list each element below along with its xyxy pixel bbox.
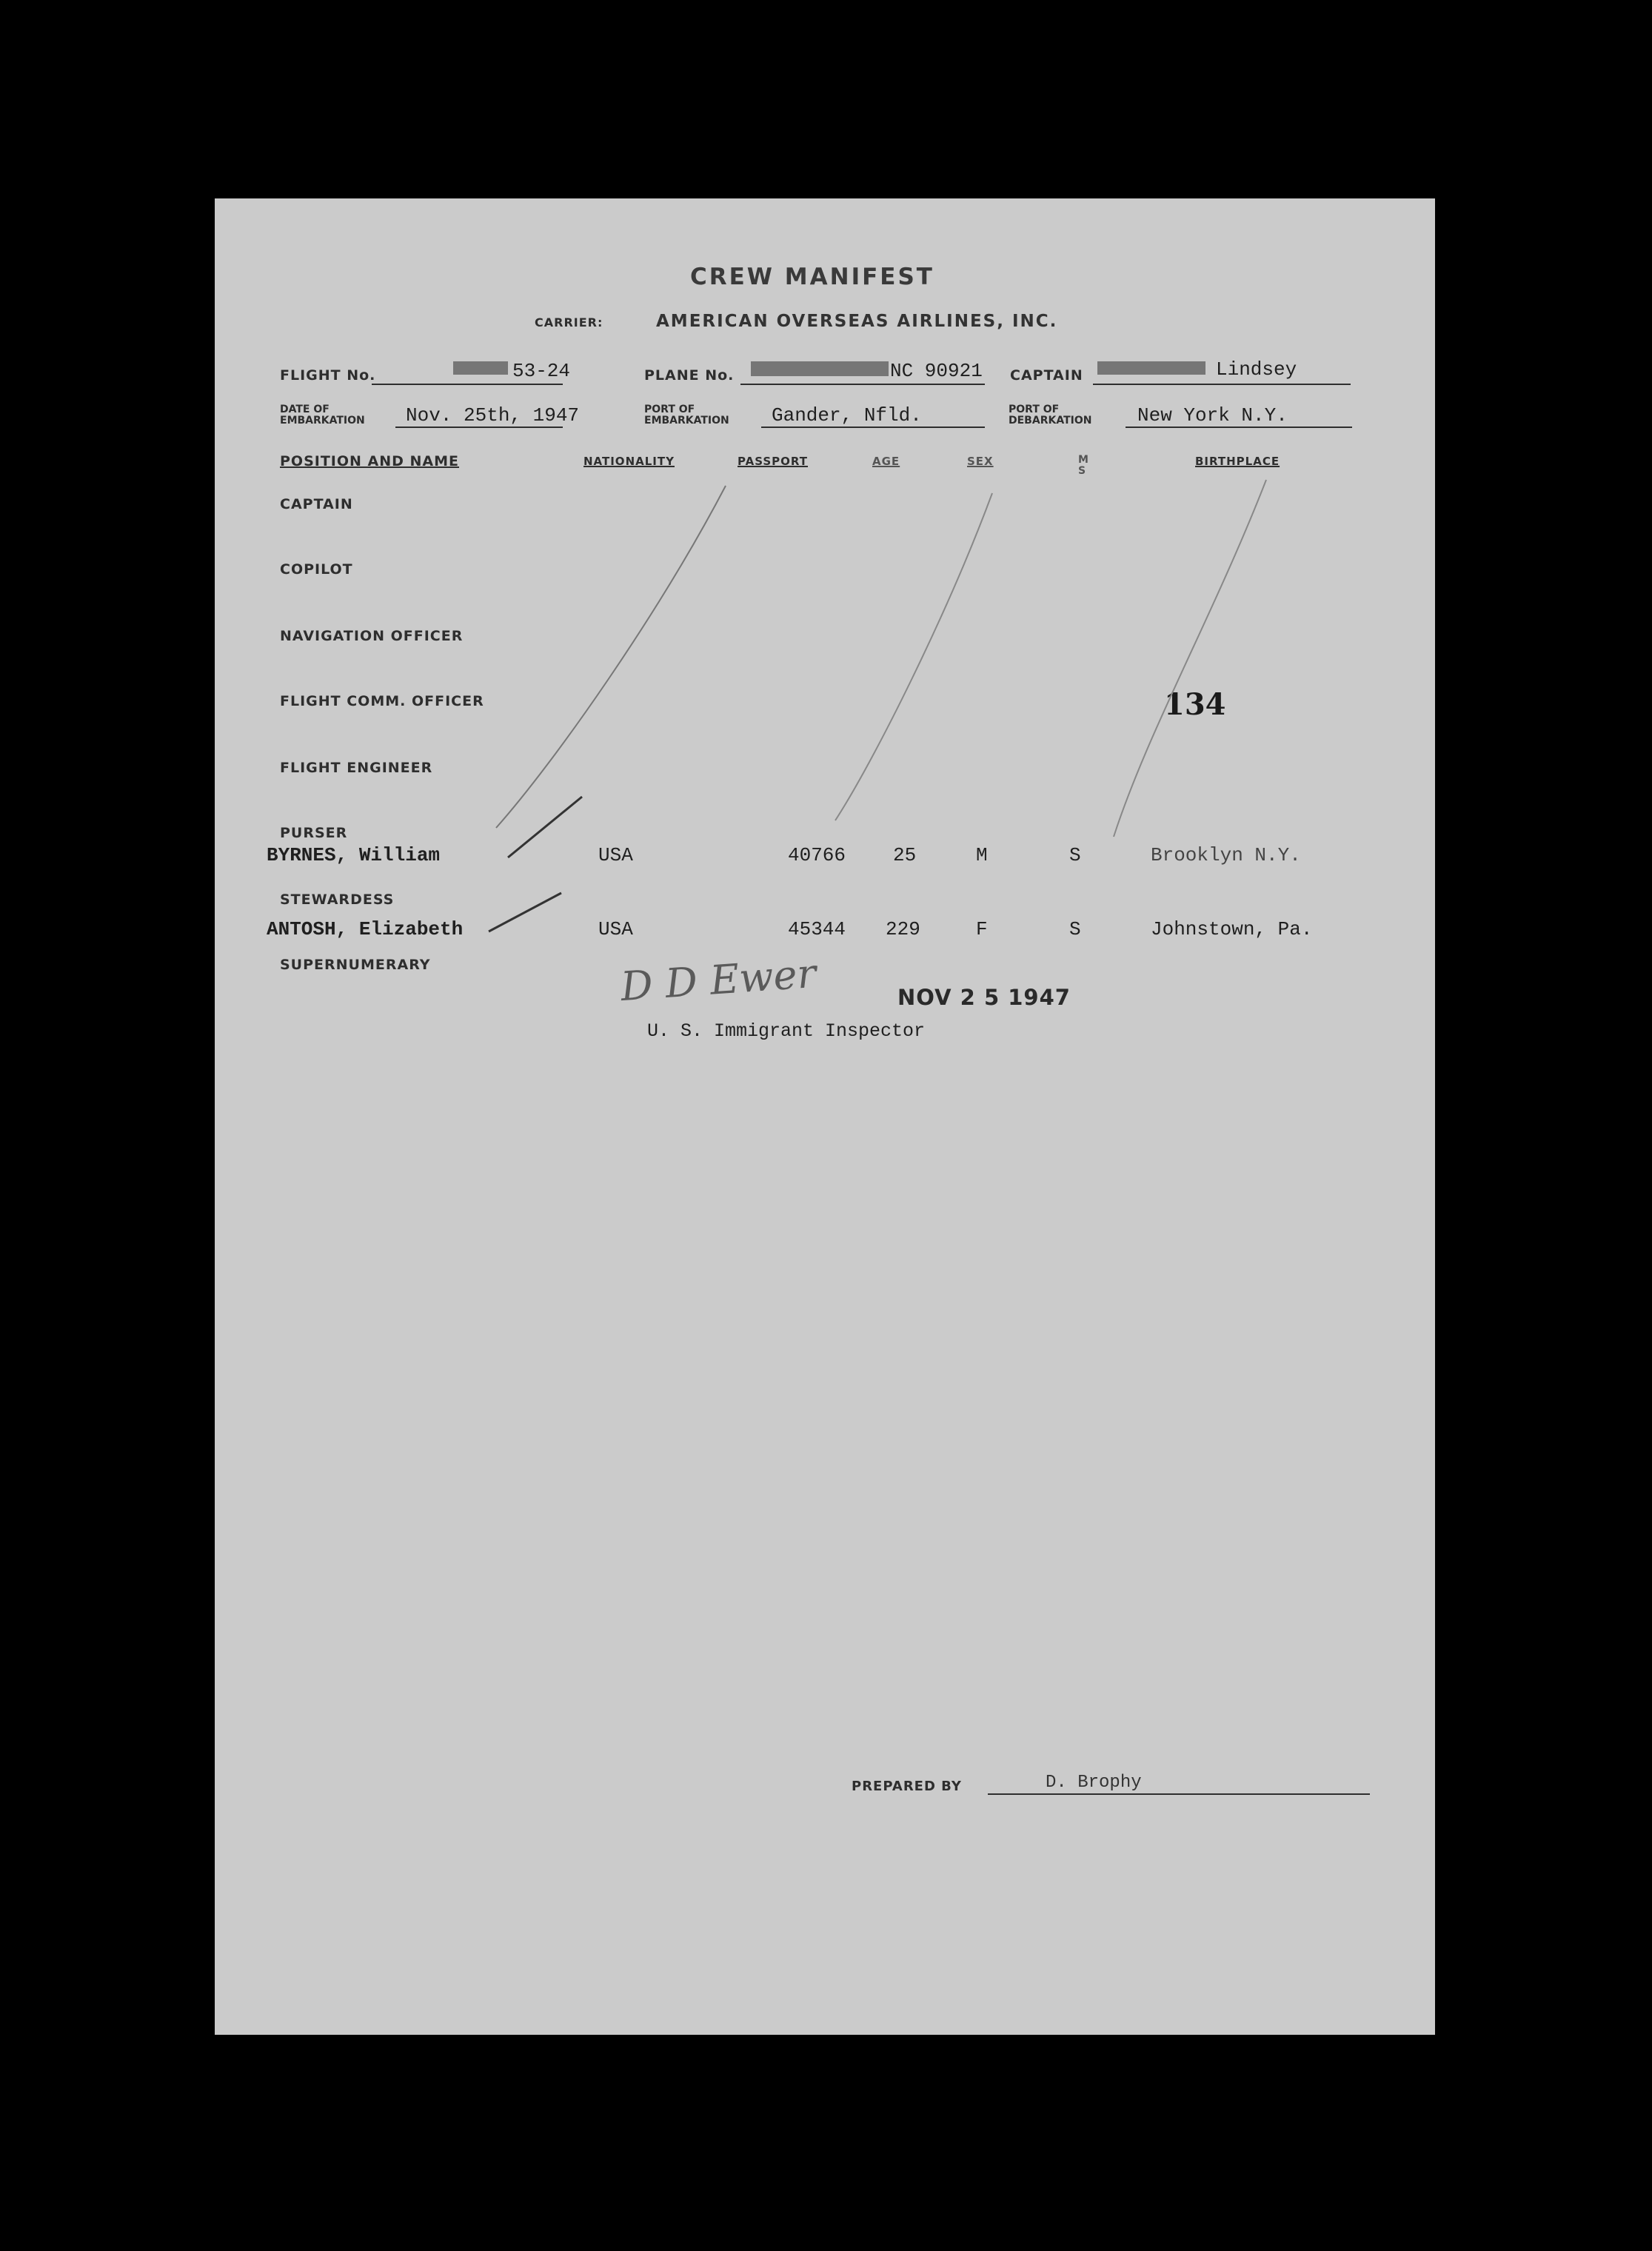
col-sex: SEX xyxy=(967,455,994,468)
col-passport: PASSPORT xyxy=(738,455,809,468)
prepared-by-label: PREPARED BY xyxy=(852,1779,962,1794)
crew-passport: 40766 xyxy=(788,844,846,866)
crew-name: ANTOSH, Elizabeth xyxy=(267,918,464,940)
position-navigation-officer: NAVIGATION OFFICER xyxy=(280,628,464,644)
crew-birthplace: Johnstown, Pa. xyxy=(1151,918,1313,940)
crew-name: BYRNES, William xyxy=(267,844,441,866)
flight-no-label: FLIGHT No. xyxy=(280,367,376,384)
crew-birthplace: Brooklyn N.Y. xyxy=(1151,844,1301,866)
crew-nationality: USA xyxy=(598,844,633,866)
crew-age: 25 xyxy=(893,844,917,866)
captain-label: CAPTAIN xyxy=(1010,367,1083,384)
date-stamp: NOV 2 5 1947 xyxy=(897,985,1071,1010)
crew-sex: M xyxy=(976,844,988,866)
position-purser: PURSER xyxy=(280,825,348,841)
position-captain: CAPTAIN xyxy=(280,496,353,512)
position-stewardess: STEWARDESS xyxy=(280,892,395,908)
crew-nationality: USA xyxy=(598,918,633,940)
port-debarkation-label: PORT OF DEBARKATION xyxy=(1009,404,1092,427)
inspector-signature: D D Ewer xyxy=(619,949,818,1011)
inspector-title: U. S. Immigrant Inspector xyxy=(647,1020,926,1042)
plane-no-value: NC 90921 xyxy=(890,360,983,382)
col-position: POSITION AND NAME xyxy=(280,453,460,469)
crew-marital: S xyxy=(1069,918,1081,940)
prepared-by-value: D. Brophy xyxy=(1046,1773,1142,1793)
carrier-value: AMERICAN OVERSEAS AIRLINES, INC. xyxy=(656,312,1058,331)
handwritten-lines xyxy=(215,198,1435,1013)
page-number: 134 xyxy=(1164,687,1226,722)
date-value: Nov. 25th, 1947 xyxy=(406,404,580,427)
crew-passport: 45344 xyxy=(788,918,846,940)
position-copilot: COPILOT xyxy=(280,561,353,578)
manifest-sheet xyxy=(215,198,1435,2035)
flight-no-value: 53-24 xyxy=(512,360,571,382)
col-birthplace: BIRTHPLACE xyxy=(1195,455,1280,468)
captain-value: Lindsey xyxy=(1216,358,1297,381)
port-embarkation-label: PORT OF EMBARKATION xyxy=(644,404,729,427)
col-nationality: NATIONALITY xyxy=(583,455,675,468)
carrier-label: CARRIER: xyxy=(535,315,603,330)
crew-sex: F xyxy=(976,918,988,940)
position-comm-officer: FLIGHT COMM. OFFICER xyxy=(280,693,484,709)
position-flight-engineer: FLIGHT ENGINEER xyxy=(280,760,433,776)
crew-age: 229 xyxy=(886,918,920,940)
port-embarkation-value: Gander, Nfld. xyxy=(772,404,922,427)
col-age: AGE xyxy=(872,455,900,468)
document-title: CREW MANIFEST xyxy=(690,264,934,290)
crew-marital: S xyxy=(1069,844,1081,866)
plane-no-label: PLANE No. xyxy=(644,367,735,384)
date-label: DATE OF EMBARKATION xyxy=(280,404,365,427)
prepared-by-underline xyxy=(988,1793,1370,1795)
col-marital: M S xyxy=(1078,454,1088,477)
position-supernumerary: SUPERNUMERARY xyxy=(280,957,431,973)
port-debarkation-value: New York N.Y. xyxy=(1137,404,1288,427)
